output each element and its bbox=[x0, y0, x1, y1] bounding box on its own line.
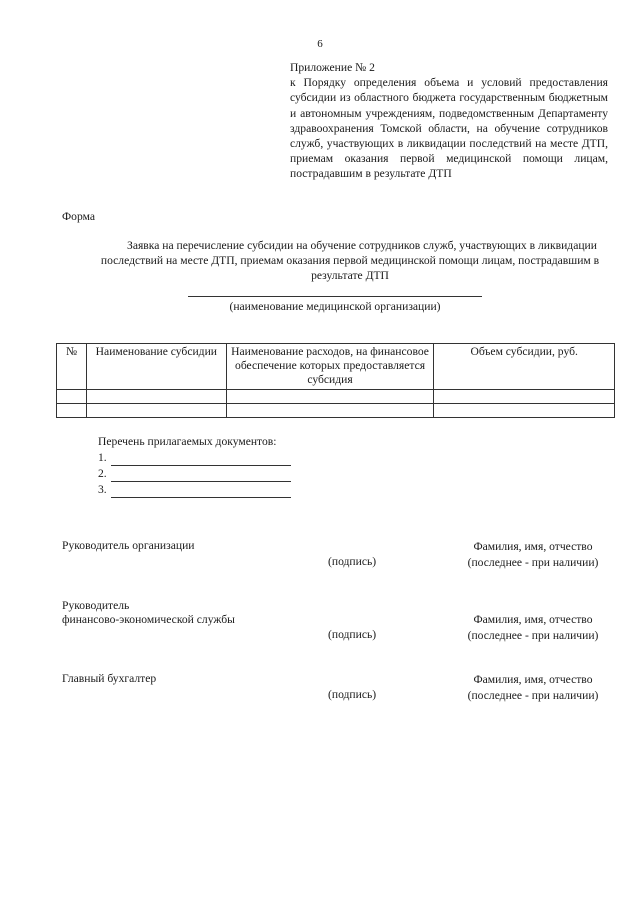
full-name-caption: Фамилия, имя, отчество (последнее - при наличии) bbox=[467, 673, 599, 702]
col-amount-header: Объем субсидии, руб. bbox=[434, 344, 615, 390]
col-expenses-header: Наименование расходов, на финансовое обеспечение которых предоставляется субсидия bbox=[226, 344, 434, 390]
list-item bbox=[98, 482, 291, 498]
form-label: Форма bbox=[62, 210, 95, 223]
col-subsidy-name-header: Наименование субсидии bbox=[86, 344, 226, 390]
documents-heading: Перечень прилагаемых документов: bbox=[98, 435, 277, 448]
doc-entry-line[interactable] bbox=[111, 453, 291, 466]
doc-number: 2. bbox=[98, 467, 107, 480]
doc-entry-line[interactable] bbox=[111, 485, 291, 498]
doc-number: 3. bbox=[98, 483, 107, 496]
full-name-caption: Фамилия, имя, отчество (последнее - при наличии) bbox=[467, 540, 599, 569]
table-cell[interactable] bbox=[226, 404, 434, 418]
chief-accountant-label: Главный бухгалтер bbox=[62, 672, 157, 685]
signature-caption: (подпись) bbox=[328, 628, 377, 641]
signature-caption: (подпись) bbox=[328, 688, 377, 701]
documents-list bbox=[98, 434, 291, 498]
table-cell[interactable] bbox=[434, 390, 615, 404]
table-cell[interactable] bbox=[226, 390, 434, 404]
head-of-finance-label: Руководитель финансово-экономической службы bbox=[62, 599, 235, 626]
annex-block bbox=[290, 60, 608, 182]
annex-body: к Порядку определения объема и условий предоставления субсидии из областного бюджета государственным бюджетным и автономным учреждениям, подведомственным Департаменту здравоохранения Томской области, на обучение сотрудников служб, участвующих в ликвидации последствий на месте ДТП, приемам оказания первой медицинской помощи лицам, пострадавшим в результате ДТП bbox=[290, 76, 608, 181]
document-title: Заявка на перечисление субсидии на обучение сотрудников служб, участвующих в ликвидации последствий на месте ДТП, приемам оказания первой медицинской помощи лицам, пострадавшим в результате ДТП bbox=[100, 239, 600, 282]
table-row bbox=[57, 404, 615, 418]
doc-entry-line[interactable] bbox=[111, 469, 291, 482]
annex-title: Приложение № 2 bbox=[290, 61, 375, 74]
org-name-line bbox=[188, 296, 482, 297]
org-name-caption: (наименование медицинской организации) bbox=[229, 300, 441, 313]
table-cell[interactable] bbox=[86, 404, 226, 418]
col-number-header: № bbox=[57, 344, 87, 390]
list-item bbox=[98, 450, 291, 466]
table-row bbox=[57, 390, 615, 404]
subsidy-table bbox=[56, 343, 615, 418]
page-number: 6 bbox=[317, 38, 323, 50]
table-header-row bbox=[57, 344, 615, 390]
table-cell[interactable] bbox=[86, 390, 226, 404]
full-name-caption: Фамилия, имя, отчество (последнее - при наличии) bbox=[467, 613, 599, 642]
table-cell[interactable] bbox=[57, 404, 87, 418]
doc-number: 1. bbox=[98, 451, 107, 464]
table-cell[interactable] bbox=[434, 404, 615, 418]
signature-caption: (подпись) bbox=[328, 555, 377, 568]
table-cell[interactable] bbox=[57, 390, 87, 404]
head-of-organization-label: Руководитель организации bbox=[62, 539, 195, 552]
list-item bbox=[98, 466, 291, 482]
